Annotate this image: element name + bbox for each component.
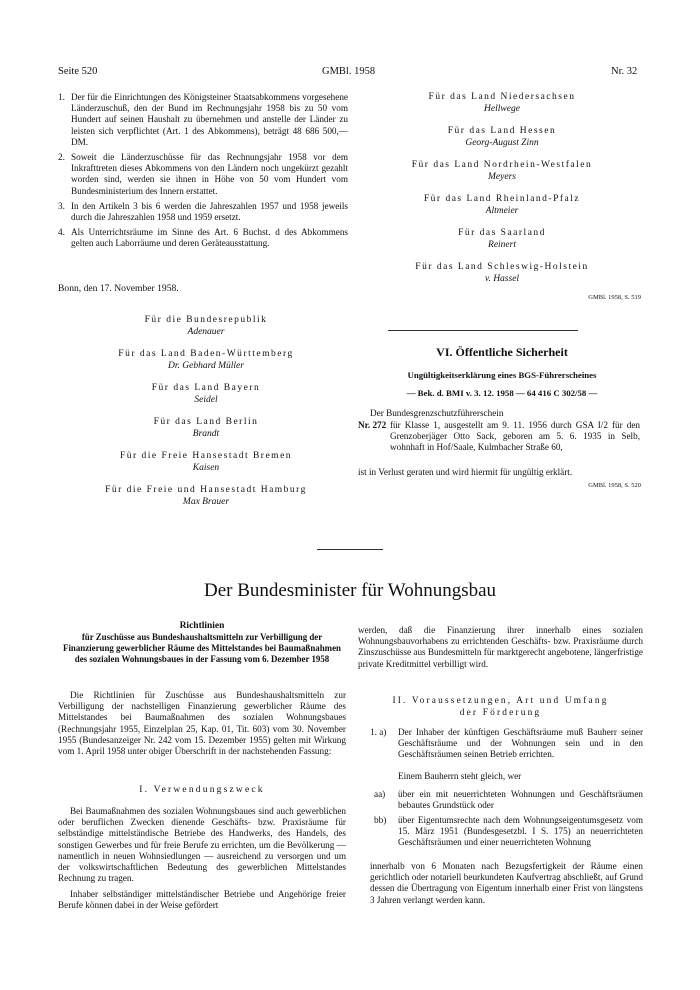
guideline-title: Richtlinien bbox=[179, 621, 225, 631]
section-title: VI. Öffentliche Sicherheit bbox=[436, 345, 568, 359]
signature-name: Brandt bbox=[192, 429, 220, 439]
paragraph: Inhaber selbständiger mittelständischer Betriebe und Angehörige freier Berufe können dabei in der Weise gefördert bbox=[58, 889, 346, 911]
item-text: Der Inhaber der künftigen Geschäftsräume muß Bauherr seiner Geschäftsräume und der Wohnungen sein und in den Geschäftsräumen seinen Betrieb errichten. bbox=[398, 727, 643, 760]
item-number: 1. a) bbox=[370, 727, 387, 737]
place-date: Bonn, den 17. November 1958. bbox=[58, 283, 179, 294]
signature-land: Für das Land Baden-Württemberg bbox=[118, 349, 294, 359]
signature-name: Reinert bbox=[488, 240, 516, 250]
signature-name: v. Hassel bbox=[484, 274, 520, 284]
guideline-intro: Die Richtlinien für Zuschüsse aus Bundeshaushaltsmitteln zur Verbilligung der nachstelligen Finanzierung gewerblicher Räume des Mittelstandes bei Baumaßnahmen des sozialen Wohnungsbaues (Rechnungsjahr 1955, Einzelplan 25, Kap. 01, Tit. 603) vom 30. November 1955 (Bundesanzeiger Nr. 242 vom 15. Dezember 1955) gelten mit Wirkung vom 1. April 1958 unter obiger Überschrift in der nachstehenden Fassung: bbox=[58, 690, 346, 757]
signature-land: Für die Freie Hansestadt Bremen bbox=[119, 451, 293, 461]
paragraph: innerhalb von 6 Monaten nach Bezugsfertigkeit der Räume einen gerichtlich oder notariell beurkundeten Kaufvertrag abschließt, auf Grund dessen die Übertragung von Eigentum innerhalb einer Frist von längstens 3 Jahren verlangt werden kann. bbox=[370, 861, 643, 905]
signature-name: Altmeier bbox=[485, 206, 519, 216]
signature-land: Für das Land Berlin bbox=[153, 417, 259, 427]
list-number: 2. bbox=[58, 152, 65, 163]
left-signatures bbox=[62, 314, 350, 518]
list-item bbox=[58, 152, 348, 197]
signature-name: Adenauer bbox=[187, 327, 225, 337]
signature-land: Für das Saarland bbox=[458, 228, 546, 238]
list-text: Der für die Einrichtungen des Königsteiner Staatsabkommens vorgesehene Länderzuschuß, den der Bund im Rechnungsjahr 1958 bis zu 50 vom Hundert auf seinen Haushalt zu übernehmen und anstelle der Länder zu leisten sich verpflichtet (Art. 1 des Abkommens), beträgt 48 686 500,— DM. bbox=[71, 92, 348, 147]
signature-land: Für das Land Rheinland-Pfalz bbox=[423, 194, 581, 204]
signature-land: Für das Land Bayern bbox=[151, 383, 261, 393]
list-text: Soweit die Länderzuschüsse für das Rechnungsjahr 1958 vor dem Inkrafttreten dieses Abkommens von den Ländern noch ungekürzt gezahlt worden sind, werden sie ihnen in Höhe von 50 vom Hundert vom Bundesministerium des Innern erstattet. bbox=[71, 152, 348, 196]
signature-land: Für die Freie und Hansestadt Hamburg bbox=[105, 485, 307, 495]
page-number: Seite 520 bbox=[58, 66, 98, 77]
notice-reference: — Bek. d. BMI v. 3. 12. 1958 — 64 416 C 302/58 — bbox=[406, 388, 598, 398]
list-number: 1. bbox=[58, 92, 65, 102]
paragraph: werden, daß die Finanzierung ihrer innerhalb eines sozialen Wohnungsbauvorhabens zu errichtenden Geschäfts- bzw. Praxisräume durch Zinszuschüsse aus Bundesmitteln für marktgerecht angebotene, längerfristige private Kreditmittel verbilligt wird. bbox=[358, 625, 643, 669]
section-heading bbox=[358, 696, 643, 719]
signature-name: Kaisen bbox=[192, 463, 220, 473]
signature-name: Meyers bbox=[488, 172, 516, 182]
ministry-title: Der Bundesminister für Wohnungsbau bbox=[203, 580, 497, 601]
signature-land: Für das Land Hessen bbox=[447, 126, 557, 136]
item-number: bb) bbox=[374, 815, 387, 825]
signature-land: Für das Land Schleswig-Holstein bbox=[415, 262, 589, 272]
signature-land: Für die Bundesrepublik bbox=[144, 315, 268, 325]
section-heading-line: II. Voraussetzungen, Art und Umfang bbox=[392, 696, 609, 706]
notice-closing: ist in Verlust geraten und wird hiermit für ungültig erklärt. bbox=[358, 467, 573, 477]
right-signatures bbox=[358, 91, 646, 295]
item-number: aa) bbox=[374, 789, 386, 799]
list-text: Als Unterrichtsräume im Sinne des Art. 6 Buchst. d des Abkommens gelten auch Laborräume und deren Geräteausstattung. bbox=[71, 227, 348, 249]
list-item bbox=[58, 92, 348, 148]
issue-number: Nr. 32 bbox=[611, 66, 638, 77]
signature-name: Dr. Gebhard Müller bbox=[168, 361, 244, 371]
section-heading: I. Verwendungszweck bbox=[139, 785, 265, 795]
section-heading-line: der Förderung bbox=[459, 707, 542, 718]
list-text: In den Artikeln 3 bis 6 werden die Jahreszahlen 1957 und 1958 jeweils durch die Jahreszahlen 1958 und 1959 ersetzt. bbox=[71, 200, 348, 223]
notice-intro: Der Bundesgrenzschutzführerschein bbox=[370, 408, 504, 418]
signature-name: Max Brauer bbox=[182, 497, 230, 507]
list-item bbox=[58, 201, 348, 223]
signature-name: Hellwege bbox=[484, 104, 520, 114]
signature-name: Seidel bbox=[194, 395, 218, 405]
section-divider bbox=[317, 549, 383, 550]
source-reference: GMBl. 1958, S. 520 bbox=[588, 482, 641, 489]
signature-name: Georg-August Zinn bbox=[465, 138, 539, 148]
item-text: über Eigentumsrechte nach dem Wohnungseigentumsgesetz vom 15. März 1951 (Bundesgesetzbl. I S. 175) an neuerrichteten Geschäftsräumen und einer neuerrichteten Wohnung bbox=[398, 815, 643, 848]
list-number: 3. bbox=[58, 200, 65, 211]
paragraph: Einem Bauherrn steht gleich, wer bbox=[398, 771, 522, 781]
numbered-list bbox=[58, 92, 348, 254]
item-text: über ein mit neuerrichteten Wohnungen und Geschäftsräumen bebautes Grundstück oder bbox=[398, 789, 643, 811]
signature-land: Für das Land Niedersachsen bbox=[428, 92, 576, 102]
list-number: 4. bbox=[58, 227, 65, 238]
journal-title: GMBl. 1958 bbox=[322, 66, 376, 77]
notice-body: für Klasse 1, ausgestellt am 9. 11. 1956 durch GSA I/2 für den Grenzoberjäger Otto Sack, geboren am 5. 6. 1935 in Selb, wohnhaft in Hof/Saale, Kulmbacher Straße 60, bbox=[390, 420, 640, 453]
signature-land: Für das Land Nordrhein-Westfalen bbox=[411, 160, 593, 170]
guideline-subtitle: für Zuschüsse aus Bundeshaushaltsmitteln zur Verbilligung der Finanzierung gewerblicher Räume des Mittelstandes bei Baumaßnahmen des sozialen Wohnungsbaues in der Fassung vom 6. Dezember 1958 bbox=[63, 632, 341, 664]
list-item bbox=[58, 227, 348, 249]
section-divider bbox=[388, 330, 578, 331]
notice-subtitle: Ungültigkeitserklärung eines BGS-Führerscheines bbox=[407, 370, 597, 380]
source-reference: GMBl. 1958, S. 519 bbox=[588, 294, 641, 301]
notice-number: Nr. 272 bbox=[358, 420, 387, 430]
paragraph: Bei Baumaßnahmen des sozialen Wohnungsbaues sind auch gewerblichen oder beruflichen Zwecken dienende Geschäfts- bzw. Praxisräume für selbständige mittelständische Betriebe des Handwerks, des Handels, des sonstigen Gewerbes und für freie Berufe zu errichten, um die Bevölkerung — namentlich in neuen Wohnsiedlungen — ausreichend zu versorgen und um der volkswirtschaftlichen Bedeutung des gewerblichen Mittelstandes Rechnung zu tragen. bbox=[58, 806, 346, 884]
